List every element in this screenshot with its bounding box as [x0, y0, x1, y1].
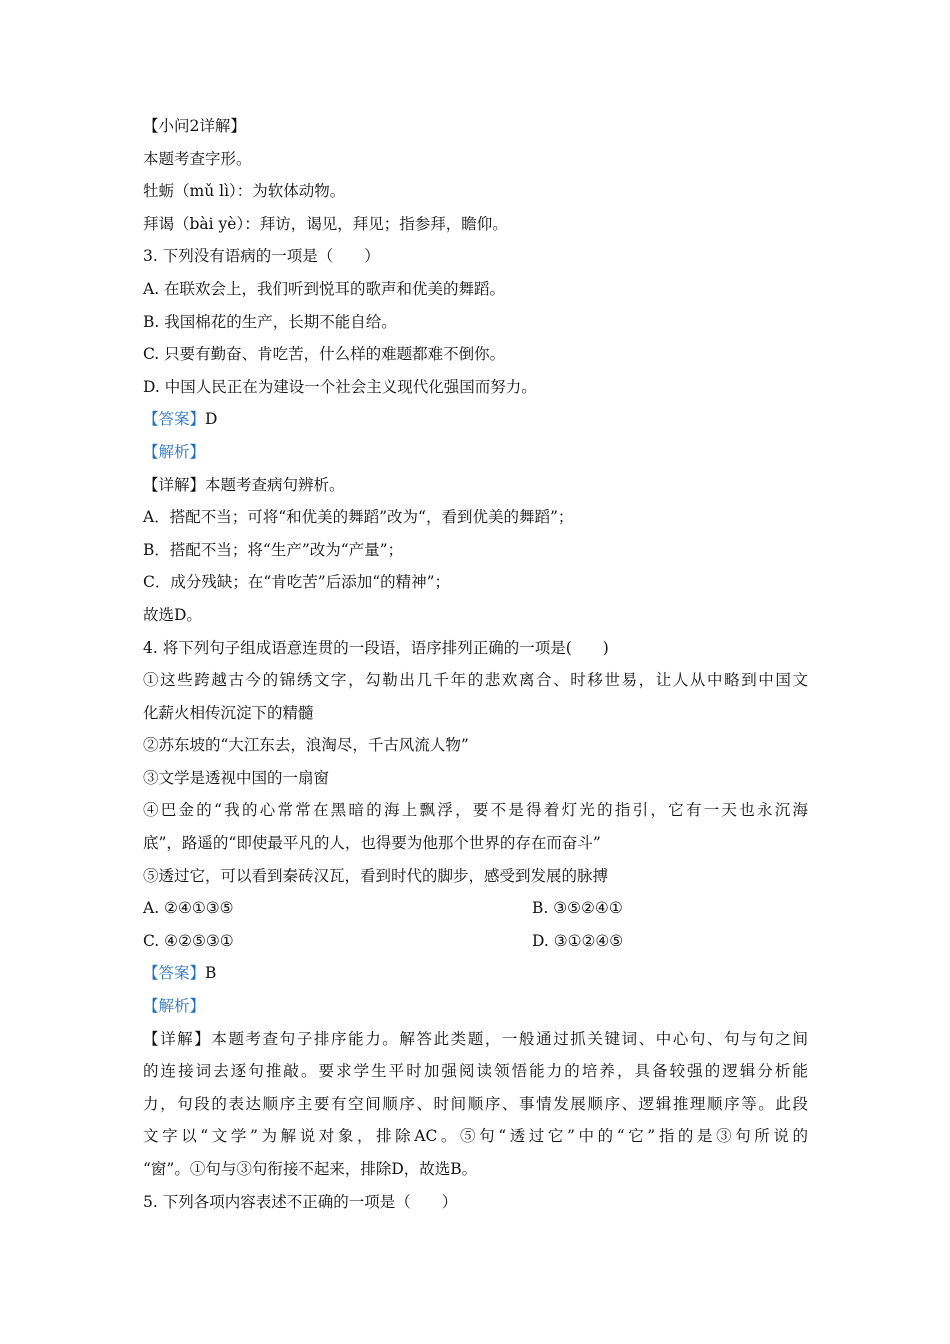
- text-line: 拜谒（bài yè）：拜访，谒见，拜见；指参拜，瞻仰。: [143, 214, 508, 233]
- document-page: [143, 110, 808, 1218]
- q3-explanation-c: C．成分残缺；在“肯吃苦”后添加“的精神”；: [143, 573, 451, 592]
- question-4-stem: 4. 将下列句子组成语意连贯的一段语，语序排列正确的一项是( ): [143, 638, 609, 657]
- detail-text: 本题考查句子排序能力。解答此类题，一般通过抓关键词、中心句、句与句之间: [211, 1029, 808, 1048]
- answer-label: 【答案】: [143, 964, 206, 983]
- q4-detail-line: [143, 1023, 808, 1056]
- q4-detail-line: “窗”。①句与③句衔接不起来，排除D，故选B。: [143, 1160, 478, 1178]
- question-3-stem: 3. 下列没有语病的一项是（ ）: [143, 247, 380, 266]
- q4-detail-line: 文字以“文学”为解说对象，排除AC。⑤句“透过它”中的“它”指的是③句所说的: [143, 1127, 808, 1146]
- q3-detail: [143, 469, 808, 502]
- q4-options-row: [143, 892, 808, 925]
- q4-option-a: A. ②④①③⑤: [143, 899, 234, 918]
- q3-option-d: D. 中国人民正在为建设一个社会主义现代化强国而努力。: [143, 377, 537, 396]
- answer-value: D: [205, 410, 218, 429]
- q4-option-c: C. ④②⑤③①: [143, 931, 234, 950]
- text-line: 牡蛎（mǔ lì）：为软体动物。: [143, 182, 346, 201]
- q3-answer: [143, 403, 808, 436]
- q4-sentence-1: ①这些跨越古今的锦绣文字，勾勒出几千年的悲欢离合、时移世易，让人从中略到中国文: [143, 671, 808, 690]
- q4-sentence-1-cont: 化薪火相传沉淀下的精髓: [143, 703, 314, 722]
- q4-sentence-5: ⑤透过它，可以看到秦砖汉瓦，看到时代的脚步，感受到发展的脉搏: [143, 866, 609, 885]
- question-5-stem: 5. 下列各项内容表述不正确的一项是（ ）: [143, 1192, 458, 1211]
- q3-explanation-b: B．搭配不当；将“生产”改为“产量”；: [143, 540, 404, 559]
- q4-sentence-3: ③文学是透视中国的一扇窗: [143, 768, 330, 787]
- q4-sentence-4: ④巴金的“我的心常常在黑暗的海上飘浮，要不是得着灯光的指引，它有一天也永沉海: [143, 801, 808, 820]
- detail-text: 本题考查病句辨析。: [205, 475, 345, 494]
- q3-option-b: B. 我国棉花的生产，长期不能自给。: [143, 312, 397, 331]
- q4-sentence-2: ②苏东坡的“大江东去，浪淘尽，千古风流人物”: [143, 736, 469, 755]
- q4-answer: [143, 957, 808, 990]
- subquestion-heading: 【小问2详解】: [143, 117, 246, 135]
- q4-detail-line: 的连接词去逐句推敲。要求学生平时加强阅读领悟能力的培养，具备较强的逻辑分析能: [143, 1062, 808, 1081]
- q3-analysis-label: 【解析】: [143, 442, 206, 461]
- q4-options-row: [143, 925, 808, 958]
- q4-option-d: D. ③①②④⑤: [532, 931, 624, 950]
- text-line: 本题考查字形。: [143, 149, 252, 168]
- q3-conclusion: 故选D。: [143, 605, 202, 624]
- q3-option-a: A. 在联欢会上，我们听到悦耳的歌声和优美的舞蹈。: [143, 279, 506, 298]
- q3-explanation-a: A．搭配不当；可将“和优美的舞蹈”改为“，看到优美的舞蹈”；: [143, 508, 574, 527]
- q4-sentence-4-cont: 底”，路遥的“即使最平凡的人，也得要为他那个世界的存在而奋斗”: [143, 834, 601, 853]
- q4-analysis-label: 【解析】: [143, 997, 206, 1016]
- q3-option-c: C. 只要有勤奋、肯吃苦，什么样的难题都难不倒你。: [143, 345, 506, 364]
- q4-option-b: B. ③⑤②④①: [532, 899, 623, 918]
- answer-label: 【答案】: [143, 410, 206, 429]
- q4-detail-line: 力，句段的表达顺序主要有空间顺序、时间顺序、事情发展顺序、逻辑推理顺序等。此段: [143, 1094, 808, 1113]
- detail-label: 【详解】: [143, 475, 206, 494]
- answer-value: B: [205, 964, 217, 983]
- detail-label: 【详解】: [143, 1029, 212, 1048]
